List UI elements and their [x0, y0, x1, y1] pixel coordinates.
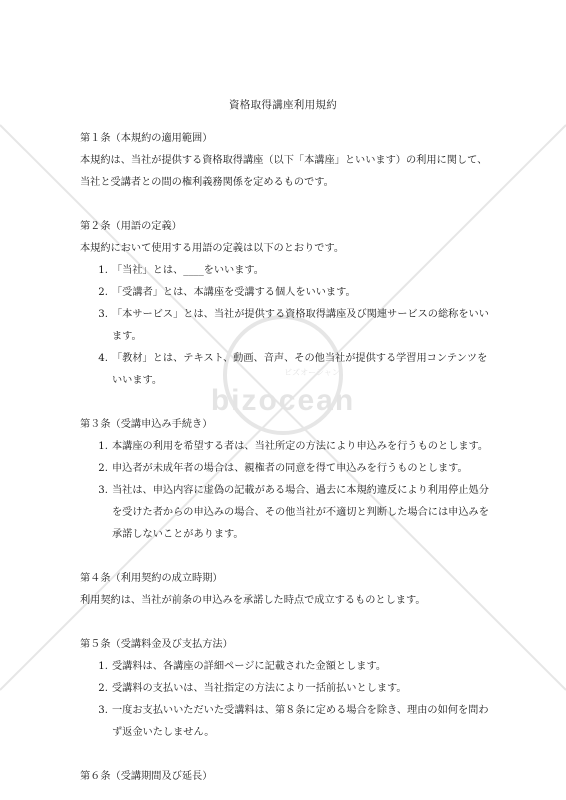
- list-item-text: 当社は、申込内容に虚偽の記載がある場合、過去に本規約違反により利用停止処分を受けた者からの申込みの場合、その他当社が不適切と判断した場合には申込みを承諾しないことがあります。: [112, 485, 489, 540]
- document-body: [80, 128, 490, 788]
- watermark-kana-text: ビズオーシャン: [284, 368, 340, 377]
- article-body: 利用契約は、当社が前条の申込みを承諾した時点で成立するものとします。: [80, 595, 426, 606]
- list-item-text: 受講料は、各講座の詳細ページに記載された金額とします。: [112, 661, 387, 672]
- list-item-text: 本講座の利用を希望する者は、当社所定の方法により申込みを行うものとします。: [112, 441, 489, 452]
- article-heading: 第４条（利用契約の成立時期）: [80, 573, 223, 584]
- article-heading: 第１条（本規約の適用範囲）: [80, 133, 213, 144]
- article-heading: 第５条（受講料金及び支払方法）: [80, 639, 233, 650]
- list-item: 1. 受講料は、各講座の詳細ページに記載された金額とします。: [80, 656, 490, 678]
- list-item: 4. 「教材」とは、テキスト、動画、音声、その他当社が提供する学習用コンテンツをいいます。: [80, 348, 490, 392]
- list-item: 3. 「本サービス」とは、当社が提供する資格取得講座及び関連サービスの総称をいいます。: [80, 304, 490, 348]
- list-item: 2. 受講料の支払いは、当社指定の方法により一括前払いとします。: [80, 678, 490, 700]
- article-body: 本規約は、当社が提供する資格取得講座（以下「本講座」といいます）の利用に関して、当社と受講者との間の権利義務関係を定めるものです。: [80, 155, 488, 188]
- list-item-text: 申込者が未成年者の場合は、親権者の同意を得て申込みを行うものとします。: [112, 463, 468, 474]
- article-body: 本規約において使用する用語の定義は以下のとおりです。: [80, 243, 345, 254]
- article-heading: 第３条（受講申込み手続き）: [80, 419, 213, 430]
- document-title: 資格取得講座利用規約: [229, 99, 337, 111]
- list-item-text: 「本サービス」とは、当社が提供する資格取得講座及び関連サービスの総称をいいます。: [112, 309, 489, 342]
- watermark-brand-text: bizocean: [210, 384, 356, 417]
- list-item-text: 受講料の支払いは、当社指定の方法により一括前払いとします。: [112, 683, 407, 694]
- list-item: 1. 「当社」とは、____をいいます。: [80, 260, 490, 282]
- article-item-list: [80, 656, 490, 744]
- list-item: 2. 「受講者」とは、本講座を受講する個人をいいます。: [80, 282, 490, 304]
- article-item-list: [80, 260, 490, 392]
- list-item-text: 「受講者」とは、本講座を受講する個人をいいます。: [112, 287, 356, 298]
- list-item: 2. 申込者が未成年者の場合は、親権者の同意を得て申込みを行うものとします。: [80, 458, 490, 480]
- list-item: 3. 一度お支払いいただいた受講料は、第８条に定める場合を除き、理由の如何を問わず返金いたしません。: [80, 700, 490, 744]
- list-item: 3. 当社は、申込内容に虚偽の記載がある場合、過去に本規約違反により利用停止処分を受けた者からの申込みの場合、その他当社が不適切と判断した場合には申込みを承諾しないことがあります。: [80, 480, 490, 546]
- list-item-text: 一度お支払いいただいた受講料は、第８条に定める場合を除き、理由の如何を問わず返金いたしません。: [112, 705, 489, 738]
- article-heading: 第６条（受講期間及び延長）: [80, 771, 213, 782]
- article-2: [80, 216, 490, 392]
- article-heading: 第２条（用語の定義）: [80, 221, 182, 232]
- list-item-text: 「教材」とは、テキスト、動画、音声、その他当社が提供する学習用コンテンツをいいます。: [112, 353, 488, 386]
- article-1: [80, 128, 490, 194]
- article-6: [80, 766, 490, 788]
- article-4: [80, 568, 490, 612]
- article-5: [80, 634, 490, 744]
- list-item-text: 「当社」とは、____をいいます。: [112, 265, 264, 276]
- article-item-list: [80, 436, 490, 546]
- article-3: [80, 414, 490, 546]
- list-item: 1. 本講座の利用を希望する者は、当社所定の方法により申込みを行うものとします。: [80, 436, 490, 458]
